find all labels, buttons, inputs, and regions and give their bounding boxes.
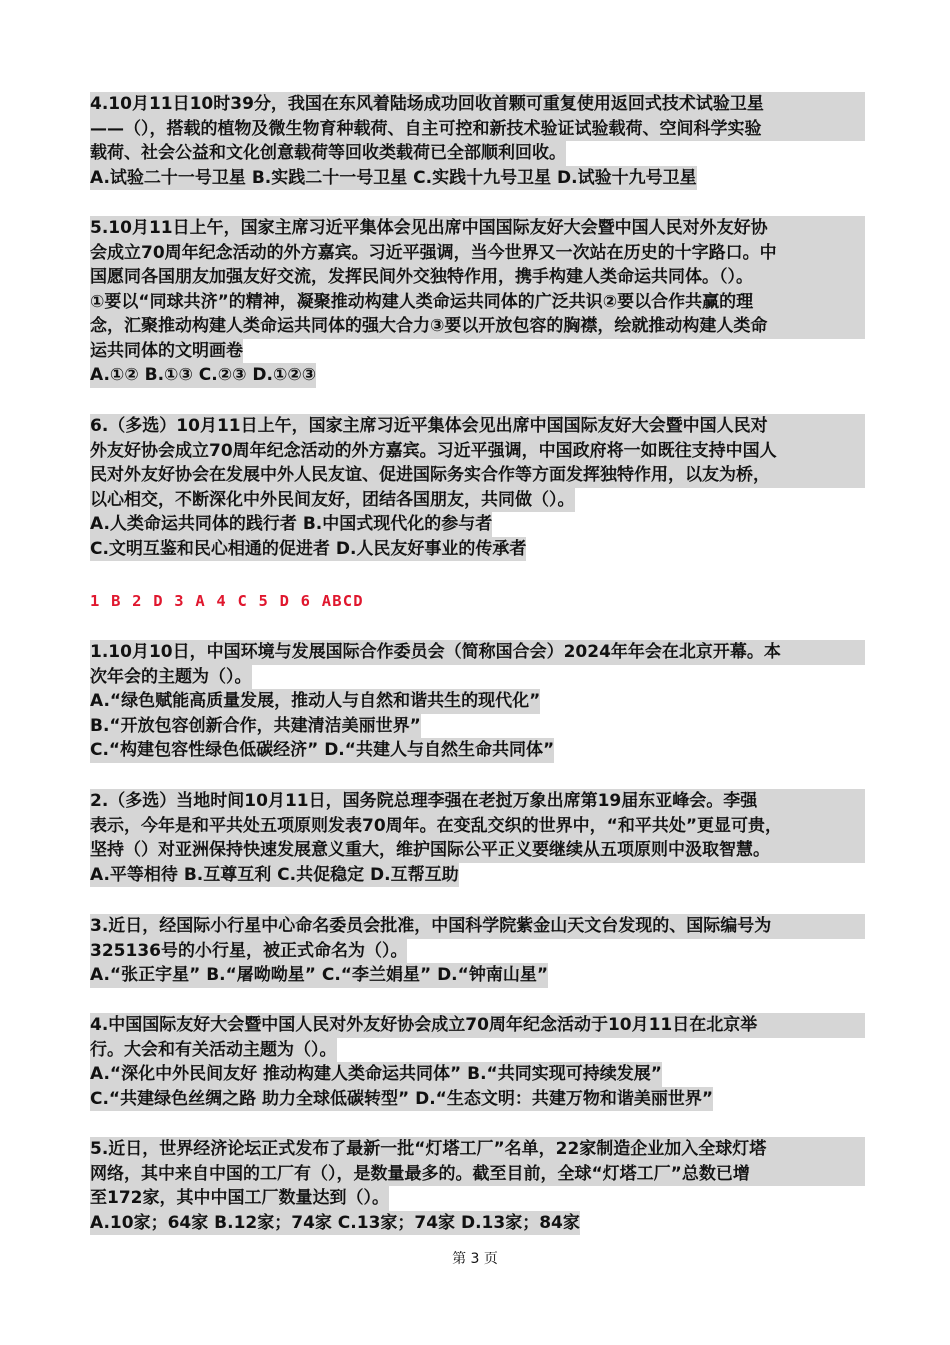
page-number: 第 3 页: [452, 1251, 498, 1267]
question-line: 1.10月10日，中国环境与发展国际合作委员会（简称国合会）2024年年会在北京开幕。本: [90, 640, 865, 665]
question-block-asteroid: [90, 914, 865, 988]
question-line: 325136号的小行星，被正式命名为（）。: [90, 939, 407, 964]
question-line: 5.10月11日上午，国家主席习近平集体会见出席中国国际友好大会暨中国人民对外友好协: [90, 216, 865, 241]
question-line: 载荷、社会公益和文化创意载荷等回收类载荷已全部顺利回收。: [90, 141, 566, 166]
question-line: 行。大会和有关活动主题为（）。: [90, 1038, 337, 1063]
options-line: B.“开放包容创新合作，共建清洁美丽世界”: [90, 714, 421, 739]
question-line: 以心相交，不断深化中外民间友好，团结各国朋友，共同做（）。: [90, 488, 575, 513]
options-line: C.“共建绿色丝绸之路 助力全球低碳转型” D.“生态文明：共建万物和谐美丽世界”: [90, 1087, 713, 1112]
question-line: ——（），搭载的植物及微生物育种载荷、自主可控和新技术验证试验载荷、空间科学实验: [90, 117, 865, 142]
question-block-friendship-theme: [90, 1013, 865, 1111]
question-block-friendship-multi: [90, 414, 865, 561]
question-line: 民对外友好协会在发展中外人民友谊、促进国际务实合作等方面发挥独特作用，以友为桥，: [90, 463, 865, 488]
options-line: A.①② B.①③ C.②③ D.①②③: [90, 363, 316, 388]
question-line: 次年会的主题为（）。: [90, 665, 252, 690]
options-line: A.“绿色赋能高质量发展，推动人与自然和谐共生的现代化”: [90, 689, 540, 714]
question-line: 念，汇聚推动构建人类命运共同体的强大合力③要以开放包容的胸襟，绘就推动构建人类命: [90, 314, 865, 339]
options-line: A.10家；64家 B.12家；74家 C.13家；74家 D.13家；84家: [90, 1211, 580, 1236]
options-line: A.试验二十一号卫星 B.实践二十一号卫星 C.实践十九号卫星 D.试验十九号卫星: [90, 166, 697, 191]
question-line: ①要以“同球共济”的精神，凝聚推动构建人类命运共同体的广泛共识②要以合作共赢的理: [90, 290, 865, 315]
question-line: 外友好协会成立70周年纪念活动的外方嘉宾。习近平强调，中国政府将一如既往支持中国人: [90, 439, 865, 464]
question-line: 运共同体的文明画卷: [90, 339, 243, 364]
options-line: A.“深化中外民间友好 推动构建人类命运共同体” B.“共同实现可持续发展”: [90, 1062, 662, 1087]
question-line: 会成立70周年纪念活动的外方嘉宾。习近平强调，当今世界又一次站在历史的十字路口。中: [90, 241, 865, 266]
question-block-xi-meeting: [90, 216, 865, 388]
question-line: 6.（多选）10月11日上午，国家主席习近平集体会见出席中国国际友好大会暨中国人民对: [90, 414, 865, 439]
question-block-east-asia-summit: [90, 789, 865, 887]
question-block-lighthouse: [90, 1137, 865, 1235]
options-line: A.平等相待 B.互尊互利 C.共促稳定 D.互帮互助: [90, 863, 459, 888]
question-line: 表示，今年是和平共处五项原则发表70周年。在变乱交织的世界中，“和平共处”更显可贵，: [90, 814, 865, 839]
question-line: 2.（多选）当地时间10月11日，国务院总理李强在老挝万象出席第19届东亚峰会。李强: [90, 789, 865, 814]
question-line: 4.中国国际友好大会暨中国人民对外友好协会成立70周年纪念活动于10月11日在北京举: [90, 1013, 865, 1038]
options-line: A.人类命运共同体的践行者 B.中国式现代化的参与者: [90, 512, 492, 537]
question-block-cciced: [90, 640, 865, 763]
options-line: C.“构建包容性绿色低碳经济” D.“共建人与自然生命共同体”: [90, 738, 554, 763]
question-line: 5.近日，世界经济论坛正式发布了最新一批“灯塔工厂”名单，22家制造企业加入全球灯塔: [90, 1137, 865, 1162]
question-line: 网络，其中来自中国的工厂有（），是数量最多的。截至目前，全球“灯塔工厂”总数已增: [90, 1162, 865, 1187]
question-line: 至172家，其中中国工厂数量达到（）。: [90, 1186, 389, 1211]
question-block-satellite: [90, 92, 865, 190]
answer-key: 1 B 2 D 3 A 4 C 5 D 6 ABCD: [90, 592, 364, 610]
options-line: C.文明互鉴和民心相通的促进者 D.人民友好事业的传承者: [90, 537, 526, 562]
question-line: 国愿同各国朋友加强友好交流，发挥民间外交独特作用，携手构建人类命运共同体。（）。: [90, 265, 865, 290]
question-line: 3.近日，经国际小行星中心命名委员会批准，中国科学院紫金山天文台发现的、国际编号为: [90, 914, 865, 939]
options-line: A.“张正宇星” B.“屠呦呦星” C.“李兰娟星” D.“钟南山星”: [90, 963, 548, 988]
question-line: 4.10月11日10时39分，我国在东风着陆场成功回收首颗可重复使用返回式技术试验卫星: [90, 92, 865, 117]
question-line: 坚持（）对亚洲保持快速发展意义重大，维护国际公平正义要继续从五项原则中汲取智慧。: [90, 838, 865, 863]
